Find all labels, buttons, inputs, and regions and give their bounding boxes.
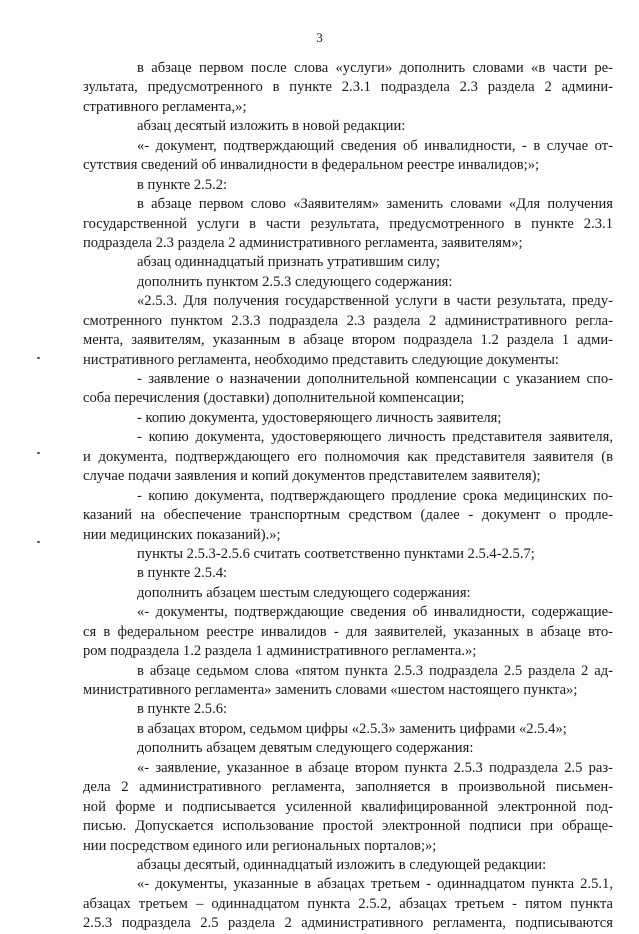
text-line: в пункте 2.5.4: (137, 565, 228, 582)
text-line: писью. Допускается использование простой электронной подписи при обраще- (83, 818, 613, 835)
text-line: случае подачи заявления и копий документов представителем заявителя); (83, 468, 541, 485)
text-line: нистративного регламента, необходимо представить следующие документы: (83, 351, 559, 368)
text-line: ром подраздела 1.2 раздела 1 административного регламента.»; (83, 643, 477, 660)
text-line: абзац одиннадцатый признать утратившим силу; (137, 254, 441, 271)
text-line: подраздела 2.3 раздела 2 административного регламента, заявителям»; (83, 234, 523, 251)
document-body (83, 59, 613, 934)
text-line: в пункте 2.5.6: (137, 701, 228, 718)
text-line: мента, заявителям, указанным в абзаце втором подраздела 1.2 раздела 1 адми- (83, 332, 613, 349)
text-line: дополнить абзацем девятым следующего содержания: (137, 740, 474, 757)
text-line: нии посредством единого или региональных порталов;»; (83, 837, 437, 854)
text-line: сутствия сведений об инвалидности в федеральном реестре инвалидов;»; (83, 157, 540, 174)
text-line: в абзацах втором, седьмом цифры «2.5.3» заменить цифрами «2.5.4»; (137, 720, 567, 737)
text-line: «- документ, подтверждающий сведения об инвалидности, - в случае от- (137, 137, 613, 154)
text-line: «- заявление, указанное в абзаце втором пункта 2.5.3 подраздела 2.5 раз- (137, 759, 613, 776)
text-line: ся в федеральном реестре инвалидов - для заявителей, указанных в абзаце вто- (83, 623, 613, 640)
text-line: «2.5.3. Для получения государственной услуги в части результата, преду- (137, 293, 613, 310)
text-line: 2.5.3 подраздела 2.5 раздела 2 административного регламента, подписываются (83, 915, 613, 932)
text-line: зультата, предусмотренного в пункте 2.3.1 подраздела 2.3 раздела 2 админи- (83, 79, 613, 96)
scan-mark (37, 357, 40, 359)
text-line: «- документы, подтверждающие сведения об инвалидности, содержащие- (137, 604, 613, 621)
text-line: ной форме и подписывается усиленной квалифицированной электронной под- (83, 798, 613, 815)
text-line: абзацы десятый, одиннадцатый изложить в следующей редакции: (137, 856, 547, 873)
text-line: пункты 2.5.3-2.5.6 считать соответственно пунктами 2.5.4-2.5.7; (137, 545, 535, 562)
scan-mark (37, 452, 40, 454)
text-line: дополнить абзацем шестым следующего содержания: (137, 584, 471, 601)
text-line: дополнить пунктом 2.5.3 следующего содержания: (137, 273, 453, 290)
text-line: - копию документа, удостоверяющего личность представителя заявителя, (137, 429, 613, 446)
text-line: дела 2 административного регламента, заполняется в произвольной письмен- (83, 779, 613, 796)
text-line: - копию документа, подтверждающего продление срока медицинских по- (137, 487, 613, 504)
text-line: в абзаце первом слово «Заявителям» заменить словами «Для получения (137, 196, 613, 213)
scan-mark (37, 541, 40, 543)
text-line: в пункте 2.5.2: (137, 176, 228, 193)
text-line: и документа, подтверждающего его полномочия как представителя заявителя (в (83, 448, 613, 465)
text-line: - копию документа, удостоверяющего личность заявителя; (137, 409, 502, 426)
text-line: соба перечисления (доставки) дополнительной компенсации; (83, 390, 465, 407)
text-line: абзацах третьем – одиннадцатом пункта 2.5.2, абзацах третьем - пятом пункта (83, 895, 613, 912)
text-line: в абзаце первом после слова «услуги» дополнить словами «в части ре- (137, 60, 613, 76)
text-line: «- документы, указанные в абзацах третьем - одиннадцатом пункта 2.5.1, (137, 876, 613, 893)
text-line: казаний на обеспечение транспортным средством (далее - документ о продле- (83, 507, 613, 524)
text-line: абзац десятый изложить в новой редакции: (137, 118, 406, 135)
text-line: нии медицинских показаний).»; (83, 526, 281, 543)
text-line: министративного регламента» заменить словами «шестом настоящего пункта»; (83, 682, 578, 698)
page-number: 3 (316, 30, 323, 45)
text-line: в абзаце седьмом слова «пятом пункта 2.5.3 подраздела 2.5 раздела 2 ад- (137, 662, 613, 679)
text-line: - заявление о назначении дополнительной компенсации с указанием спо- (137, 371, 613, 387)
text-line: стративного регламента,»; (83, 98, 247, 115)
text-line: государственной услуги в части результата, предусмотренного в пункте 2.3.1 (83, 215, 613, 232)
text-line: смотренного пунктом 2.3.3 подраздела 2.3 раздела 2 административного регла- (83, 312, 613, 329)
